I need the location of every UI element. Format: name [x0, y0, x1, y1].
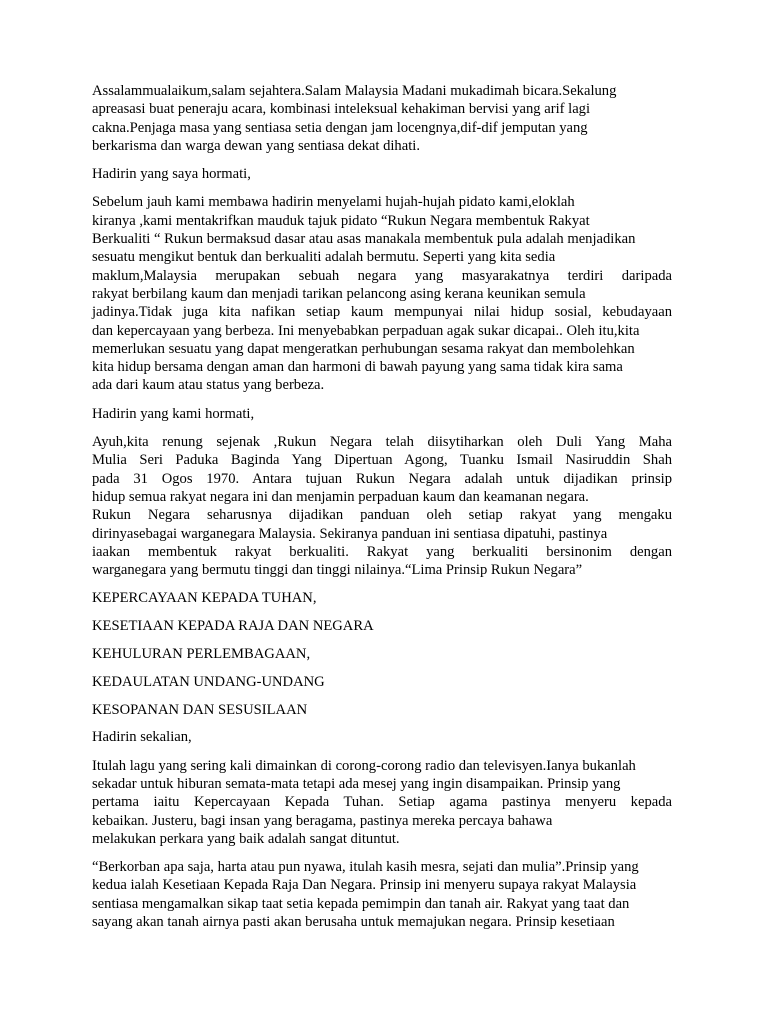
text-line: dirinyasebagai warganegara Malaysia. Sekiranya panduan ini sentiasa dipatuhi, pastinya: [92, 525, 608, 542]
principle-heading: KESETIAAN KEPADA RAJA DAN NEGARA: [92, 618, 374, 635]
text-line: berkarisma dan warga dewan yang sentiasa dekat dihati.: [92, 137, 420, 154]
text-line: ada dari kaum atau status yang berbeza.: [92, 377, 325, 394]
text-line: “Berkorban apa saja, harta atau pun nyawa, itulah kasih mesra, sejati dan mulia”.Prinsip yang: [92, 859, 639, 876]
text-line: kebaikan. Justeru, bagi insan yang beragama, pastinya mereka percaya bahawa: [92, 812, 553, 829]
text-line: sekadar untuk hiburan semata-mata tetapi ada mesej yang ingin disampaikan. Prinsip yang: [92, 776, 621, 792]
text-line: kiranya ,kami mentakrifkan mauduk tajuk pidato “Rukun Negara membentuk Rakyat: [92, 212, 590, 229]
text-line: Rukun Negara seharusnya dijadikan panduan oleh setiap rakyat yang mengaku: [92, 507, 672, 524]
text-line: apreasasi buat peneraju acara, kombinasi inteleksual kehakiman bervisi yang arif lagi: [92, 101, 591, 118]
salutation: [92, 405, 672, 423]
text-line: cakna.Penjaga masa yang sentiasa setia dengan jam locengnya,dif-dif jemputan yang: [92, 119, 588, 136]
text-line: sesuatu mengikut bentuk dan berkualiti adalah bermutu. Seperti yang kita sedia: [92, 249, 556, 266]
text-line: Mulia Seri Paduka Baginda Yang Dipertuan Agong, Tuanku Ismail Nasiruddin Shah: [92, 452, 672, 469]
salutation-text: Hadirin yang saya hormati,: [92, 166, 251, 183]
text-line: pertama iaitu Kepercayaan Kepada Tuhan. Setiap agama pastinya menyeru kepada: [92, 794, 672, 811]
text-line: maklum,Malaysia merupakan sebuah negara yang masyarakatnya terdiri daripada: [92, 267, 672, 284]
text-line: Berkualiti “ Rukun bermaksud dasar atau asas manakala membentuk pula adalah menjadikan: [92, 231, 636, 248]
text-line: iaakan membentuk rakyat berkualiti. Rakyat yang berkualiti bersinonim dengan: [92, 543, 672, 560]
salutation: [92, 165, 672, 183]
principle-heading: KEDAULATAN UNDANG-UNDANG: [92, 673, 325, 690]
principle-heading: KEHULURAN PERLEMBAGAAN,: [92, 646, 311, 663]
salutation-text: Hadirin yang kami hormati,: [92, 405, 255, 422]
text-line: kita hidup bersama dengan aman dan harmoni di bawah payung yang sama tidak kira sama: [92, 359, 623, 376]
document-page: [92, 82, 672, 941]
text-line: Assalammualaikum,salam sejahtera.Salam Malaysia Madani mukadimah bicara.Sekalung: [92, 83, 617, 99]
definition-paragraph: [92, 193, 672, 394]
salutation: [92, 728, 672, 746]
text-line: rakyat berbilang kaum dan menjadi tarikan pelancong asing kerana keunikan semula: [92, 285, 586, 302]
text-line: jadinya.Tidak juga kita nafikan setiap kaum mempunyai nilai hidup sosial, kebudayaan: [92, 304, 672, 321]
text-line: dan kepercayaan yang berbeza. Ini menyebabkan perpaduan agak sukar dicapai.. Oleh itu,kita: [92, 322, 640, 339]
principle-heading: KEPERCAYAAN KEPADA TUHAN,: [92, 590, 317, 607]
opening-paragraph: [92, 82, 672, 155]
text-line: Sebelum jauh kami membawa hadirin menyelami hujah-hujah pidato kami,eloklah: [92, 194, 575, 211]
text-line: melakukan perkara yang baik adalah sangat dituntut.: [92, 830, 400, 847]
text-line: Ayuh,kita renung sejenak ,Rukun Negara telah diisytiharkan oleh Duli Yang Maha: [92, 434, 672, 451]
text-line: sentiasa mengamalkan sikap taat setia kepada pemimpin dan tanah air. Rakyat yang taat dan: [92, 895, 630, 912]
text-line: pada 31 Ogos 1970. Antara tujuan Rukun Negara adalah untuk dijadikan prinsip: [92, 470, 672, 487]
text-line: kedua ialah Kesetiaan Kepada Raja Dan Negara. Prinsip ini menyeru supaya rakyat Malaysia: [92, 877, 637, 894]
principles-list: [92, 589, 672, 718]
principle-heading: KESOPANAN DAN SESUSILAAN: [92, 701, 308, 718]
text-line: warganegara yang bermutu tinggi dan tinggi nilainya.“Lima Prinsip Rukun Negara”: [92, 562, 583, 579]
history-paragraph: [92, 433, 672, 579]
text-line: sayang akan tanah airnya pasti akan berusaha untuk memajukan negara. Prinsip kesetiaan: [92, 914, 615, 931]
second-principle-paragraph: [92, 858, 672, 931]
text-line: hidup semua rakyat negara ini dan menjamin perpaduan kaum dan keamanan negara.: [92, 488, 589, 505]
first-principle-paragraph: [92, 757, 672, 848]
salutation-text: Hadirin sekalian,: [92, 729, 192, 746]
text-line: Itulah lagu yang sering kali dimainkan di corong-corong radio dan televisyen.Ianya bukanlah: [92, 757, 636, 774]
text-line: memerlukan sesuatu yang dapat mengeratkan perhubungan sesama rakyat dan membolehkan: [92, 340, 635, 357]
